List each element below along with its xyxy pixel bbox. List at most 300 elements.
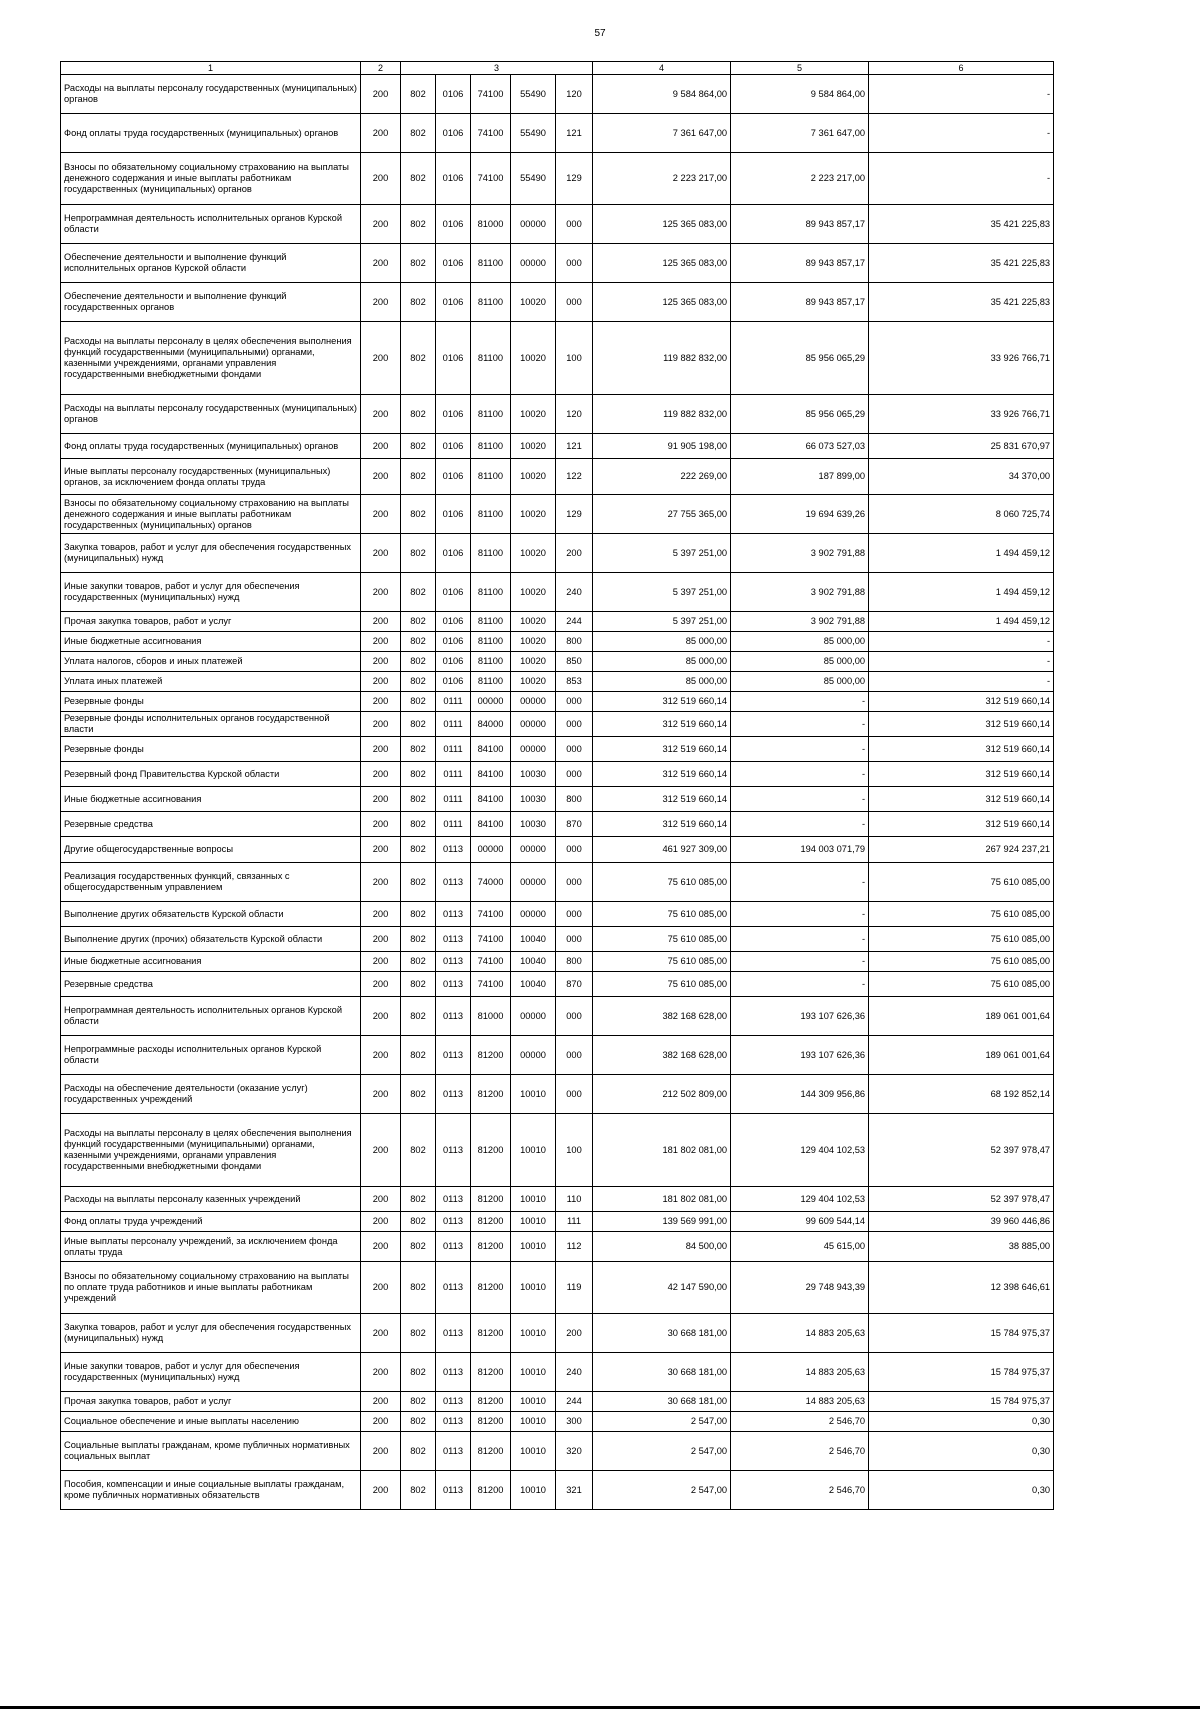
row-amount: 3 902 791,88 bbox=[731, 534, 869, 573]
row-amount: 14 883 205,63 bbox=[731, 1314, 869, 1353]
row-code: 81200 bbox=[471, 1432, 511, 1471]
row-amount: 15 784 975,37 bbox=[869, 1353, 1054, 1392]
row-code: 81200 bbox=[471, 1392, 511, 1412]
table-row bbox=[61, 205, 1054, 244]
row-description: Фонд оплаты труда государственных (муниципальных) органов bbox=[61, 434, 361, 459]
row-code: 000 bbox=[556, 762, 593, 787]
row-code: 802 bbox=[401, 1212, 436, 1232]
row-description: Социальное обеспечение и иные выплаты населению bbox=[61, 1412, 361, 1432]
table-row bbox=[61, 927, 1054, 952]
row-amount: 5 397 251,00 bbox=[593, 612, 731, 632]
table-row bbox=[61, 672, 1054, 692]
row-amount: 29 748 943,39 bbox=[731, 1262, 869, 1314]
table-row bbox=[61, 114, 1054, 153]
table-row bbox=[61, 1114, 1054, 1187]
row-code: 200 bbox=[361, 459, 401, 495]
row-code: 10010 bbox=[511, 1392, 556, 1412]
row-code: 81200 bbox=[471, 1232, 511, 1262]
table-row bbox=[61, 395, 1054, 434]
row-code: 0113 bbox=[436, 1412, 471, 1432]
row-code: 0111 bbox=[436, 737, 471, 762]
row-code: 802 bbox=[401, 692, 436, 712]
table-row bbox=[61, 712, 1054, 737]
row-code: 200 bbox=[361, 1075, 401, 1114]
row-code: 81200 bbox=[471, 1471, 511, 1510]
table-body bbox=[61, 75, 1054, 1510]
row-code: 802 bbox=[401, 1075, 436, 1114]
row-code: 802 bbox=[401, 114, 436, 153]
row-amount: 9 584 864,00 bbox=[731, 75, 869, 114]
row-amount: 66 073 527,03 bbox=[731, 434, 869, 459]
row-description: Уплата налогов, сборов и иных платежей bbox=[61, 652, 361, 672]
row-amount: - bbox=[731, 952, 869, 972]
row-code: 802 bbox=[401, 712, 436, 737]
row-amount: 34 370,00 bbox=[869, 459, 1054, 495]
row-description: Другие общегосударственные вопросы bbox=[61, 837, 361, 863]
row-description: Иные закупки товаров, работ и услуг для обеспечения государственных (муниципальных) нужд bbox=[61, 573, 361, 612]
row-code: 84000 bbox=[471, 712, 511, 737]
row-amount: 181 802 081,00 bbox=[593, 1114, 731, 1187]
row-code: 244 bbox=[556, 1392, 593, 1412]
table-row bbox=[61, 534, 1054, 573]
row-description: Фонд оплаты труда учреждений bbox=[61, 1212, 361, 1232]
row-code: 802 bbox=[401, 997, 436, 1036]
row-code: 81200 bbox=[471, 1187, 511, 1212]
row-code: 200 bbox=[361, 997, 401, 1036]
table-row bbox=[61, 1075, 1054, 1114]
row-code: 000 bbox=[556, 863, 593, 902]
row-code: 200 bbox=[361, 672, 401, 692]
row-code: 0113 bbox=[436, 837, 471, 863]
row-code: 100 bbox=[556, 1114, 593, 1187]
table-row bbox=[61, 1432, 1054, 1471]
row-code: 00000 bbox=[511, 997, 556, 1036]
row-description: Резервные средства bbox=[61, 972, 361, 997]
row-code: 200 bbox=[361, 837, 401, 863]
row-description: Расходы на выплаты персоналу государственных (муниципальных) органов bbox=[61, 75, 361, 114]
row-code: 0113 bbox=[436, 863, 471, 902]
row-code: 200 bbox=[361, 495, 401, 534]
row-amount: 1 494 459,12 bbox=[869, 573, 1054, 612]
row-code: 10010 bbox=[511, 1432, 556, 1471]
row-amount: 312 519 660,14 bbox=[869, 712, 1054, 737]
row-code: 200 bbox=[361, 75, 401, 114]
row-code: 55490 bbox=[511, 75, 556, 114]
row-code: 81100 bbox=[471, 395, 511, 434]
table-row bbox=[61, 837, 1054, 863]
row-code: 10010 bbox=[511, 1114, 556, 1187]
row-amount: 12 398 646,61 bbox=[869, 1262, 1054, 1314]
row-code: 0113 bbox=[436, 1353, 471, 1392]
row-code: 0106 bbox=[436, 495, 471, 534]
row-code: 0113 bbox=[436, 1114, 471, 1187]
budget-table bbox=[60, 61, 1054, 1510]
column-number-row bbox=[61, 62, 1054, 75]
row-code: 802 bbox=[401, 1114, 436, 1187]
row-code: 000 bbox=[556, 205, 593, 244]
row-amount: 2 546,70 bbox=[731, 1432, 869, 1471]
row-amount: 125 365 083,00 bbox=[593, 205, 731, 244]
row-description: Непрограммная деятельность исполнительных органов Курской области bbox=[61, 205, 361, 244]
row-description: Расходы на выплаты персоналу казенных учреждений bbox=[61, 1187, 361, 1212]
row-code: 10020 bbox=[511, 534, 556, 573]
row-description: Иные закупки товаров, работ и услуг для обеспечения государственных (муниципальных) нужд bbox=[61, 1353, 361, 1392]
row-description: Прочая закупка товаров, работ и услуг bbox=[61, 1392, 361, 1412]
row-amount: 75 610 085,00 bbox=[593, 863, 731, 902]
row-code: 81100 bbox=[471, 322, 511, 395]
row-amount: - bbox=[869, 652, 1054, 672]
row-code: 0111 bbox=[436, 787, 471, 812]
row-amount: 35 421 225,83 bbox=[869, 244, 1054, 283]
table-row bbox=[61, 952, 1054, 972]
row-amount: 312 519 660,14 bbox=[593, 812, 731, 837]
row-description: Пособия, компенсации и иные социальные выплаты гражданам, кроме публичных нормативных обязательств bbox=[61, 1471, 361, 1510]
row-description: Прочая закупка товаров, работ и услуг bbox=[61, 612, 361, 632]
row-code: 000 bbox=[556, 927, 593, 952]
row-description: Закупка товаров, работ и услуг для обеспечения государственных (муниципальных) нужд bbox=[61, 534, 361, 573]
row-code: 802 bbox=[401, 762, 436, 787]
row-code: 110 bbox=[556, 1187, 593, 1212]
row-code: 800 bbox=[556, 952, 593, 972]
row-code: 200 bbox=[361, 395, 401, 434]
table-row bbox=[61, 1392, 1054, 1412]
row-code: 81100 bbox=[471, 495, 511, 534]
row-code: 0106 bbox=[436, 395, 471, 434]
row-amount: 15 784 975,37 bbox=[869, 1392, 1054, 1412]
row-code: 00000 bbox=[471, 692, 511, 712]
row-code: 81100 bbox=[471, 244, 511, 283]
row-amount: 187 899,00 bbox=[731, 459, 869, 495]
row-amount: 85 000,00 bbox=[593, 672, 731, 692]
row-description: Резервный фонд Правительства Курской области bbox=[61, 762, 361, 787]
row-amount: 181 802 081,00 bbox=[593, 1187, 731, 1212]
row-code: 200 bbox=[361, 952, 401, 972]
row-amount: 125 365 083,00 bbox=[593, 244, 731, 283]
row-code: 81200 bbox=[471, 1353, 511, 1392]
row-amount: 1 494 459,12 bbox=[869, 612, 1054, 632]
row-code: 802 bbox=[401, 812, 436, 837]
row-amount: 85 000,00 bbox=[731, 672, 869, 692]
row-code: 0106 bbox=[436, 153, 471, 205]
row-amount: 222 269,00 bbox=[593, 459, 731, 495]
row-amount: 30 668 181,00 bbox=[593, 1353, 731, 1392]
row-description: Обеспечение деятельности и выполнение функций государственных органов bbox=[61, 283, 361, 322]
table-row bbox=[61, 997, 1054, 1036]
row-code: 0113 bbox=[436, 1262, 471, 1314]
row-amount: 125 365 083,00 bbox=[593, 283, 731, 322]
row-code: 000 bbox=[556, 902, 593, 927]
column-header: 5 bbox=[731, 62, 869, 75]
row-code: 200 bbox=[556, 1314, 593, 1353]
row-code: 853 bbox=[556, 672, 593, 692]
table-row bbox=[61, 244, 1054, 283]
row-amount: 9 584 864,00 bbox=[593, 75, 731, 114]
row-description: Непрограммная деятельность исполнительных органов Курской области bbox=[61, 997, 361, 1036]
row-code: 802 bbox=[401, 652, 436, 672]
row-amount: 312 519 660,14 bbox=[593, 762, 731, 787]
row-code: 000 bbox=[556, 737, 593, 762]
row-amount: 39 960 446,86 bbox=[869, 1212, 1054, 1232]
row-code: 100 bbox=[556, 322, 593, 395]
row-amount: 85 956 065,29 bbox=[731, 395, 869, 434]
row-code: 10010 bbox=[511, 1412, 556, 1432]
row-code: 10020 bbox=[511, 652, 556, 672]
row-code: 200 bbox=[361, 1412, 401, 1432]
row-amount: 0,30 bbox=[869, 1412, 1054, 1432]
row-code: 200 bbox=[361, 902, 401, 927]
row-code: 81000 bbox=[471, 997, 511, 1036]
row-code: 200 bbox=[361, 1392, 401, 1412]
row-amount: - bbox=[731, 737, 869, 762]
table-row bbox=[61, 1262, 1054, 1314]
row-code: 0106 bbox=[436, 283, 471, 322]
row-amount: 312 519 660,14 bbox=[869, 737, 1054, 762]
row-amount: 194 003 071,79 bbox=[731, 837, 869, 863]
row-code: 800 bbox=[556, 787, 593, 812]
row-amount: 14 883 205,63 bbox=[731, 1353, 869, 1392]
row-description: Уплата иных платежей bbox=[61, 672, 361, 692]
row-code: 74000 bbox=[471, 863, 511, 902]
table-row bbox=[61, 692, 1054, 712]
row-amount: 139 569 991,00 bbox=[593, 1212, 731, 1232]
row-code: 200 bbox=[361, 1353, 401, 1392]
row-code: 200 bbox=[361, 787, 401, 812]
row-code: 200 bbox=[361, 283, 401, 322]
row-code: 200 bbox=[361, 1262, 401, 1314]
row-code: 122 bbox=[556, 459, 593, 495]
row-code: 10040 bbox=[511, 927, 556, 952]
row-code: 200 bbox=[361, 114, 401, 153]
row-code: 200 bbox=[361, 812, 401, 837]
row-code: 10030 bbox=[511, 812, 556, 837]
row-description: Социальные выплаты гражданам, кроме публичных нормативных социальных выплат bbox=[61, 1432, 361, 1471]
table-row bbox=[61, 812, 1054, 837]
row-code: 200 bbox=[361, 972, 401, 997]
row-code: 200 bbox=[361, 1314, 401, 1353]
row-code: 0113 bbox=[436, 902, 471, 927]
row-code: 200 bbox=[361, 632, 401, 652]
row-code: 200 bbox=[361, 322, 401, 395]
row-code: 81100 bbox=[471, 283, 511, 322]
row-code: 000 bbox=[556, 1036, 593, 1075]
row-code: 0113 bbox=[436, 1036, 471, 1075]
row-amount: - bbox=[731, 972, 869, 997]
row-code: 84100 bbox=[471, 762, 511, 787]
row-code: 0113 bbox=[436, 1392, 471, 1412]
row-amount: 5 397 251,00 bbox=[593, 534, 731, 573]
row-code: 0106 bbox=[436, 322, 471, 395]
row-code: 0113 bbox=[436, 1432, 471, 1471]
row-code: 0106 bbox=[436, 244, 471, 283]
row-description: Резервные фонды bbox=[61, 692, 361, 712]
row-amount: 7 361 647,00 bbox=[593, 114, 731, 153]
row-code: 10020 bbox=[511, 632, 556, 652]
row-description: Взносы по обязательному социальному страхованию на выплаты по оплате труда работников и иные выплаты работникам учреждений bbox=[61, 1262, 361, 1314]
row-code: 10010 bbox=[511, 1471, 556, 1510]
row-code: 10020 bbox=[511, 322, 556, 395]
row-description: Расходы на выплаты персоналу в целях обеспечения выполнения функций государственными (муниципальными) органами, казенными учреждениями, органами управления государственными внебюджетными фондами bbox=[61, 322, 361, 395]
row-code: 850 bbox=[556, 652, 593, 672]
row-amount: 33 926 766,71 bbox=[869, 322, 1054, 395]
row-code: 802 bbox=[401, 1432, 436, 1471]
row-amount: 129 404 102,53 bbox=[731, 1187, 869, 1212]
row-amount: 75 610 085,00 bbox=[869, 952, 1054, 972]
row-code: 0111 bbox=[436, 712, 471, 737]
row-code: 200 bbox=[361, 205, 401, 244]
table-row bbox=[61, 1212, 1054, 1232]
row-amount: 119 882 832,00 bbox=[593, 395, 731, 434]
row-code: 74100 bbox=[471, 75, 511, 114]
row-amount: 85 000,00 bbox=[731, 652, 869, 672]
table-row bbox=[61, 972, 1054, 997]
row-amount: 2 547,00 bbox=[593, 1432, 731, 1471]
row-amount: 144 309 956,86 bbox=[731, 1075, 869, 1114]
row-code: 802 bbox=[401, 927, 436, 952]
row-code: 802 bbox=[401, 1412, 436, 1432]
row-code: 10020 bbox=[511, 395, 556, 434]
row-amount: 312 519 660,14 bbox=[593, 787, 731, 812]
row-code: 0106 bbox=[436, 205, 471, 244]
row-amount: 3 902 791,88 bbox=[731, 573, 869, 612]
row-code: 0113 bbox=[436, 1471, 471, 1510]
row-amount: 1 494 459,12 bbox=[869, 534, 1054, 573]
row-description: Расходы на выплаты персоналу в целях обеспечения выполнения функций государственными (муниципальными) органами, казенными учреждениями, органами управления государственными внебюджетными фондами bbox=[61, 1114, 361, 1187]
row-code: 81100 bbox=[471, 434, 511, 459]
row-amount: 312 519 660,14 bbox=[593, 712, 731, 737]
row-amount: 193 107 626,36 bbox=[731, 997, 869, 1036]
row-code: 870 bbox=[556, 972, 593, 997]
row-amount: 75 610 085,00 bbox=[869, 927, 1054, 952]
row-code: 802 bbox=[401, 837, 436, 863]
row-code: 800 bbox=[556, 632, 593, 652]
row-amount: 0,30 bbox=[869, 1432, 1054, 1471]
row-code: 802 bbox=[401, 75, 436, 114]
row-amount: 312 519 660,14 bbox=[593, 737, 731, 762]
row-code: 0106 bbox=[436, 632, 471, 652]
row-amount: 84 500,00 bbox=[593, 1232, 731, 1262]
row-code: 802 bbox=[401, 153, 436, 205]
row-code: 0113 bbox=[436, 1232, 471, 1262]
row-code: 802 bbox=[401, 1036, 436, 1075]
row-amount: 312 519 660,14 bbox=[869, 762, 1054, 787]
row-code: 81200 bbox=[471, 1212, 511, 1232]
row-code: 0113 bbox=[436, 927, 471, 952]
table-row bbox=[61, 652, 1054, 672]
row-amount: 312 519 660,14 bbox=[869, 692, 1054, 712]
row-amount: 15 784 975,37 bbox=[869, 1314, 1054, 1353]
row-code: 0113 bbox=[436, 972, 471, 997]
row-amount: 42 147 590,00 bbox=[593, 1262, 731, 1314]
row-code: 112 bbox=[556, 1232, 593, 1262]
row-code: 802 bbox=[401, 534, 436, 573]
row-code: 10010 bbox=[511, 1353, 556, 1392]
row-amount: 68 192 852,14 bbox=[869, 1075, 1054, 1114]
row-description: Выполнение других (прочих) обязательств Курской области bbox=[61, 927, 361, 952]
row-code: 000 bbox=[556, 692, 593, 712]
row-code: 0113 bbox=[436, 1187, 471, 1212]
row-description: Обеспечение деятельности и выполнение функций исполнительных органов Курской области bbox=[61, 244, 361, 283]
row-code: 200 bbox=[361, 244, 401, 283]
row-amount: 99 609 544,14 bbox=[731, 1212, 869, 1232]
row-code: 802 bbox=[401, 283, 436, 322]
table-row bbox=[61, 153, 1054, 205]
row-code: 81200 bbox=[471, 1262, 511, 1314]
row-description: Непрограммные расходы исполнительных органов Курской области bbox=[61, 1036, 361, 1075]
column-header: 2 bbox=[361, 62, 401, 75]
row-amount: 129 404 102,53 bbox=[731, 1114, 869, 1187]
row-amount: - bbox=[731, 812, 869, 837]
row-code: 200 bbox=[361, 153, 401, 205]
row-amount: 189 061 001,64 bbox=[869, 1036, 1054, 1075]
row-code: 200 bbox=[361, 1432, 401, 1471]
row-code: 200 bbox=[556, 534, 593, 573]
row-code: 870 bbox=[556, 812, 593, 837]
row-amount: 2 223 217,00 bbox=[731, 153, 869, 205]
table-row bbox=[61, 1036, 1054, 1075]
row-code: 802 bbox=[401, 1262, 436, 1314]
row-amount: 75 610 085,00 bbox=[593, 952, 731, 972]
row-code: 10020 bbox=[511, 612, 556, 632]
table-row bbox=[61, 1314, 1054, 1353]
row-amount: - bbox=[731, 927, 869, 952]
row-code: 802 bbox=[401, 612, 436, 632]
row-code: 81100 bbox=[471, 612, 511, 632]
row-amount: 85 000,00 bbox=[731, 632, 869, 652]
row-code: 240 bbox=[556, 1353, 593, 1392]
row-code: 10020 bbox=[511, 434, 556, 459]
table-row bbox=[61, 632, 1054, 652]
row-code: 10030 bbox=[511, 762, 556, 787]
row-code: 0106 bbox=[436, 573, 471, 612]
row-code: 81200 bbox=[471, 1075, 511, 1114]
row-code: 00000 bbox=[511, 737, 556, 762]
row-code: 55490 bbox=[511, 114, 556, 153]
column-header: 3 bbox=[401, 62, 593, 75]
row-amount: - bbox=[869, 153, 1054, 205]
row-code: 00000 bbox=[471, 837, 511, 863]
row-code: 10010 bbox=[511, 1314, 556, 1353]
row-code: 802 bbox=[401, 952, 436, 972]
row-amount: 33 926 766,71 bbox=[869, 395, 1054, 434]
row-amount: 119 882 832,00 bbox=[593, 322, 731, 395]
row-amount: 75 610 085,00 bbox=[869, 863, 1054, 902]
row-description: Резервные средства bbox=[61, 812, 361, 837]
row-description: Выполнение других обязательств Курской области bbox=[61, 902, 361, 927]
row-code: 81100 bbox=[471, 672, 511, 692]
row-amount: 85 956 065,29 bbox=[731, 322, 869, 395]
column-header: 1 bbox=[61, 62, 361, 75]
row-amount: 75 610 085,00 bbox=[593, 927, 731, 952]
row-amount: - bbox=[869, 672, 1054, 692]
row-amount: 25 831 670,97 bbox=[869, 434, 1054, 459]
row-amount: 312 519 660,14 bbox=[869, 787, 1054, 812]
row-code: 802 bbox=[401, 244, 436, 283]
row-code: 000 bbox=[556, 1075, 593, 1114]
row-amount: - bbox=[731, 902, 869, 927]
row-code: 00000 bbox=[511, 692, 556, 712]
row-code: 10010 bbox=[511, 1262, 556, 1314]
row-code: 200 bbox=[361, 652, 401, 672]
row-code: 120 bbox=[556, 395, 593, 434]
row-code: 0113 bbox=[436, 952, 471, 972]
row-code: 10010 bbox=[511, 1232, 556, 1262]
row-amount: 189 061 001,64 bbox=[869, 997, 1054, 1036]
table-row bbox=[61, 863, 1054, 902]
row-code: 802 bbox=[401, 459, 436, 495]
row-amount: 52 397 978,47 bbox=[869, 1114, 1054, 1187]
row-code: 00000 bbox=[511, 837, 556, 863]
row-amount: 89 943 857,17 bbox=[731, 205, 869, 244]
